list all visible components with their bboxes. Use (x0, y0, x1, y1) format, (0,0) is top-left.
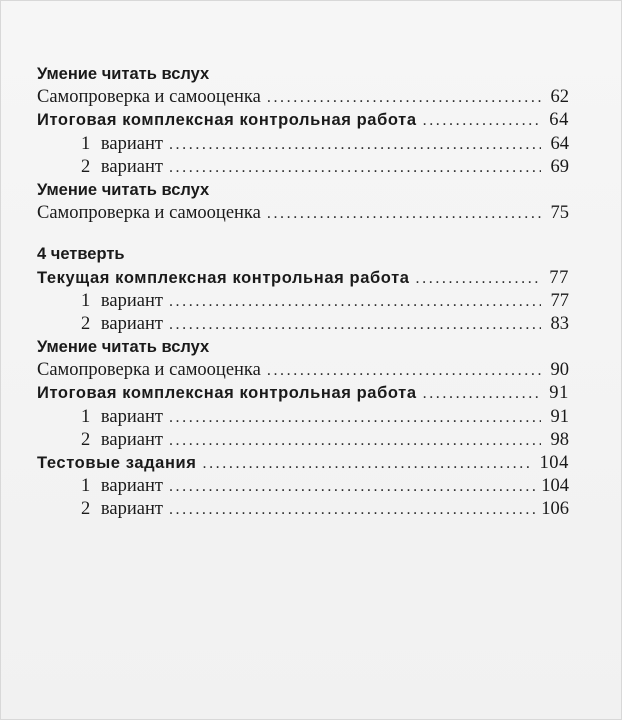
toc-entry-label: Умение читать вслух (37, 180, 210, 199)
dot-leader (416, 267, 541, 290)
dot-leader (423, 109, 541, 132)
toc-entry (37, 475, 569, 498)
toc-entry-label: 2 вариант (81, 429, 163, 450)
toc-entry-label: 2 вариант (81, 313, 163, 334)
toc-entry-label: Итоговая комплексная контрольная работа (37, 384, 417, 403)
toc-entry-page-number: 69 (550, 156, 569, 177)
toc-entry-label: Самопроверка и самооценка (37, 203, 261, 224)
dot-leader (169, 290, 541, 313)
toc-entry-label: 2 вариант (81, 499, 163, 520)
dot-leader (169, 406, 541, 429)
toc-entry (37, 63, 569, 86)
toc-entry (37, 267, 569, 290)
dot-leader (423, 382, 541, 405)
toc-entry-page-number: 106 (541, 499, 569, 520)
dot-leader (267, 202, 541, 225)
dot-leader (169, 133, 541, 156)
dot-leader (169, 475, 535, 498)
toc-entry (37, 336, 569, 359)
toc-entry-page-number: 90 (550, 360, 569, 381)
toc-entry-label: 2 вариант (81, 156, 163, 177)
toc-entry-page-number: 98 (550, 429, 569, 450)
toc-entry (37, 429, 569, 452)
toc-entry-page-number: 104 (541, 476, 569, 497)
dot-leader (169, 313, 541, 336)
toc-entry-label: 1 вариант (81, 476, 163, 497)
toc-entry (37, 202, 569, 225)
toc-entry-page-number: 77 (549, 267, 569, 288)
toc-entry-page-number: 104 (539, 453, 569, 473)
toc-entry (37, 498, 569, 521)
toc-entry-label: Умение читать вслух (37, 338, 210, 357)
toc-entry-page-number: 62 (550, 87, 569, 108)
toc-entry (37, 179, 569, 202)
toc-entry-label: 1 вариант (81, 290, 163, 311)
toc-entry-label: Самопроверка и самооценка (37, 87, 261, 108)
dot-leader (267, 359, 541, 382)
toc-entry-label: 4 четверть (37, 245, 125, 264)
toc-entry (37, 452, 569, 475)
toc-entry-page-number: 75 (550, 203, 569, 224)
toc-entry (37, 382, 569, 405)
toc-entry-page-number: 83 (550, 313, 569, 334)
toc-entry-label: Умение читать вслух (37, 65, 210, 83)
dot-leader (267, 86, 541, 109)
toc-entry-page-number: 91 (549, 383, 569, 404)
dot-leader (169, 156, 541, 179)
dot-leader (169, 429, 541, 452)
toc-entry-label: 1 вариант (81, 133, 163, 154)
toc-entry (37, 86, 569, 109)
toc-entry-label: Текущая комплексная контрольная работа (37, 268, 410, 287)
toc-entry (37, 406, 569, 429)
toc-entry (37, 243, 569, 266)
toc-entry (37, 290, 569, 313)
toc-entry-page-number: 64 (550, 133, 569, 154)
toc-entry (37, 109, 569, 132)
toc-entry-page-number: 64 (549, 110, 569, 131)
dot-leader (202, 452, 533, 475)
toc-entry-label: Итоговая комплексная контрольная работа (37, 111, 417, 130)
toc-entry (37, 359, 569, 382)
toc-entry (37, 133, 569, 156)
table-of-contents (37, 63, 569, 522)
dot-leader (169, 498, 535, 521)
toc-entry-label: 1 вариант (81, 406, 163, 427)
toc-entry-page-number: 77 (550, 290, 569, 311)
toc-entry (37, 156, 569, 179)
toc-entry-label: Самопроверка и самооценка (37, 360, 261, 381)
toc-entry-label: Тестовые задания (37, 454, 197, 472)
toc-entry (37, 313, 569, 336)
toc-entry-page-number: 91 (550, 406, 569, 427)
